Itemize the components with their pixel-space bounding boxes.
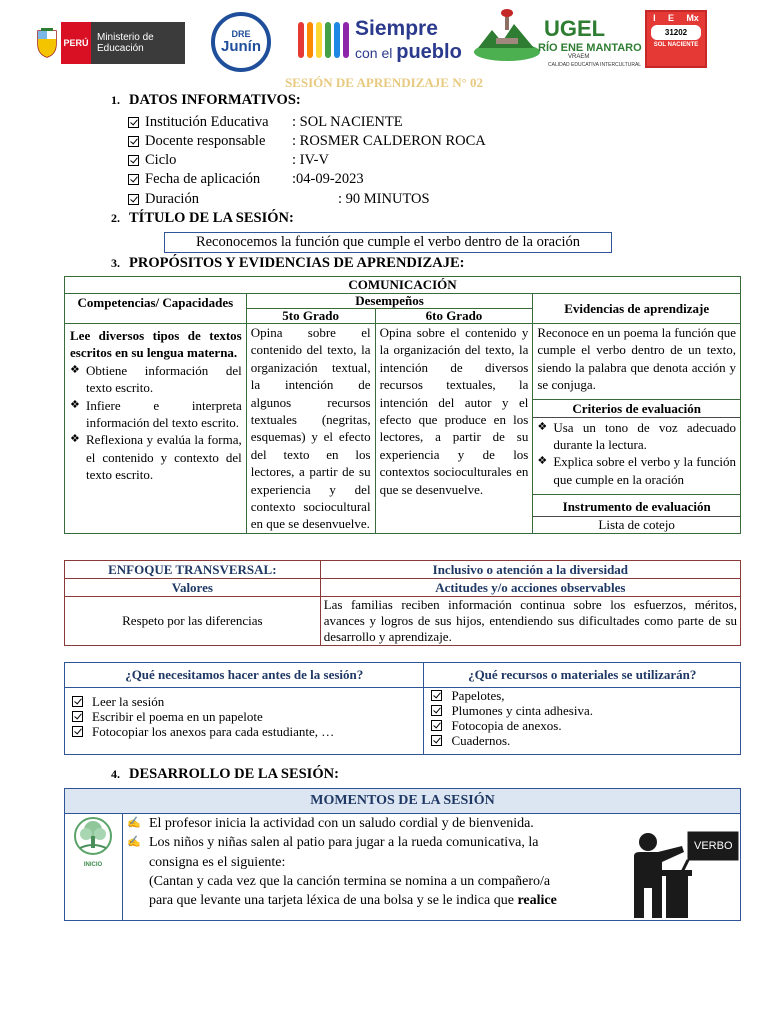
info-label: Ciclo: [145, 152, 177, 168]
enfoque-name: Inclusivo o atención a la diversidad: [320, 561, 740, 579]
valor-cell: Respeto por las diferencias: [65, 597, 321, 646]
info-label: Duración: [145, 191, 199, 207]
enfoque-label: ENFOQUE TRANSVERSAL:: [65, 561, 321, 579]
resources-header: ¿Qué recursos o materiales se utilizarán?: [424, 663, 741, 688]
quill-pen-icon: ✍: [126, 817, 141, 829]
siempre-con-el-pueblo-logo: [298, 16, 468, 64]
teacher-pointing-icon: [626, 828, 739, 918]
section-heading-1: 1. DATOS INFORMATIVOS:: [111, 92, 301, 108]
resources-list: [424, 688, 741, 755]
checked-box-icon: [72, 711, 83, 722]
peru-shield-icon: [33, 22, 61, 64]
school-letter: I: [653, 13, 656, 23]
info-value: : 90 MINUTOS: [338, 191, 430, 207]
info-value: :04-09-2023: [292, 171, 364, 187]
dre-name: Junín: [221, 38, 261, 55]
capacidad-item: ❖ Reflexiona y evalúa la forma, el contenido y contexto del texto escrito.: [70, 432, 242, 483]
area-header: COMUNICACIÓN: [65, 277, 741, 294]
school-logo: [645, 10, 707, 68]
valores-header: Valores: [65, 579, 321, 597]
checked-box-icon: [431, 735, 442, 746]
instrumento-title: Instrumento de evaluación: [533, 498, 740, 517]
desempenos-header: Desempeños: [246, 294, 533, 309]
instrumento-value: Lista de cotejo: [598, 516, 675, 532]
enfoque-table: [64, 560, 741, 646]
inicio-caption: INICIO: [83, 862, 103, 869]
quill-pen-icon: ✍: [126, 836, 141, 849]
checked-box-icon: [128, 136, 139, 147]
color-bars-icon: [298, 22, 349, 58]
school-code: 31202: [651, 25, 701, 40]
instrumento-cell: [533, 495, 741, 534]
ministry-label: Ministerio de Educación: [91, 22, 185, 64]
competencia-text: Lee diversos tipos de textos escritos en su lengua materna.: [70, 328, 242, 361]
list-item: Fotocopia de anexos.: [428, 718, 736, 733]
inicio-tree-icon: [70, 816, 116, 864]
checked-box-icon: [431, 705, 442, 716]
info-value: : IV-V: [292, 152, 329, 168]
info-value: : SOL NACIENTE: [292, 114, 403, 130]
list-item: Plumones y cinta adhesiva.: [428, 703, 736, 718]
list-item: Leer la sesión: [69, 694, 419, 709]
desempeno-5-cell: Opina sobre el contenido del texto, la organización textual, la intención de algunos recursos textuales (negritas, esquemas) y el efecto del texto en los lectores, a partir de su experiencia y del contexto sociocultural en que se desenvuelve.: [246, 324, 375, 534]
info-row: [128, 190, 430, 209]
section-heading-4: 4. DESARROLLO DE LA SESIÓN:: [111, 766, 339, 782]
info-row: [128, 170, 364, 189]
info-row: [128, 113, 403, 132]
ugel-name: UGEL: [544, 16, 606, 41]
actitud-cell: Las familias reciben información continua sobre los esfuerzos, méritos, avances y logros de sus hijos, entendiendo sus dificultades como parte de su desarrollo y aprendizaje.: [320, 597, 740, 646]
section-heading-2: 2. TÍTULO DE LA SESIÓN:: [111, 210, 294, 226]
ugel-city: VRAEM: [568, 54, 590, 60]
inicio-content: [122, 814, 740, 921]
ugel-emblem-icon: [472, 8, 542, 66]
ugel-subtitle: CALIDAD EDUCATIVA INTERCULTURAL: [548, 62, 642, 68]
criterios-cell: [533, 399, 741, 495]
competencias-header: Competencias/ Capacidades: [65, 294, 247, 324]
before-session-list: [65, 688, 424, 755]
evidencias-header: Evidencias de aprendizaje: [533, 294, 741, 324]
purposes-table: [64, 276, 741, 534]
preparation-table: [64, 662, 741, 755]
school-name: SOL NACIENTE: [653, 42, 699, 48]
session-name-box: Reconocemos la función que cumple el verbo dentro de la oración: [164, 232, 612, 253]
checked-box-icon: [128, 155, 139, 166]
moment-item: ✍ Los niños y niñas salen al patio para jugar a la rueda comunicativa, la consigna es el siguiente: (Cantan y cada vez que la canción termina se nomina a un compañero/a para que levante una tarjeta léxica de una bolsa y se le indica que realice: [127, 833, 617, 910]
school-letter: Mx: [686, 13, 699, 23]
list-item: Cuadernos.: [428, 733, 736, 748]
ugel-place: RÍO ENE MANTARO: [538, 42, 642, 54]
evidencia-cell: Reconoce en un poema la función que cumple el verbo dentro de un texto, siendo la palabra que denota acción y se conjuga.: [533, 324, 741, 400]
checked-box-icon: [128, 174, 139, 185]
moment-item: ✍ El profesor inicia la actividad con un saludo cordial y de bienvenida.: [127, 814, 736, 833]
checked-box-icon: [72, 726, 83, 737]
criterios-title: Criterios de evaluación: [533, 400, 740, 418]
inicio-icon-cell: [65, 814, 123, 921]
list-item: Escribir el poema en un papelote: [69, 709, 419, 724]
capacidad-item: ❖ Infiere e interpreta información del texto escrito.: [70, 397, 242, 431]
grade5-header: 5to Grado: [246, 309, 375, 324]
siempre-line1: Siempre: [355, 16, 438, 40]
peru-label: PERÚ: [61, 22, 91, 64]
school-letter: E: [667, 13, 674, 23]
dre-junin-logo: [211, 12, 271, 72]
siempre-line2: con el pueblo: [355, 40, 462, 63]
capacidad-item: ❖ Obtiene información del texto escrito.: [70, 362, 242, 396]
info-label: Docente responsable: [145, 133, 266, 149]
section-heading-3: 3. PROPÓSITOS Y EVIDENCIAS DE APRENDIZAJE:: [111, 255, 465, 271]
ministry-of-education-logo: [33, 22, 185, 64]
info-label: Institución Educativa: [145, 114, 269, 130]
checked-box-icon: [128, 194, 139, 205]
info-row: [128, 151, 329, 170]
competencias-cell: [65, 324, 247, 534]
checked-box-icon: [128, 117, 139, 128]
list-item: Papelotes,: [428, 688, 736, 703]
info-value: : ROSMER CALDERON ROCA: [292, 133, 486, 149]
dre-label: DRE: [231, 29, 251, 39]
info-label: Fecha de aplicación: [145, 171, 261, 187]
desempeno-6-cell: Opina sobre el contenido y la organización del texto, la intención de diversos recursos textuales, la intención del autor y el efecto que produce en los lectores, a partir de su experiencia y de los contextos socioculturales en que se desenvuelve.: [375, 324, 533, 534]
moments-table: [64, 788, 741, 921]
criterio-item: ❖ Explica sobre el verbo y la función que cumple en la oración: [537, 454, 736, 487]
list-item: Fotocopiar los anexos para cada estudiante, …: [69, 724, 419, 739]
checked-box-icon: [72, 696, 83, 707]
board-word: VERBO: [693, 840, 733, 852]
criterio-item: ❖ Usa un tono de voz adecuado durante la lectura.: [537, 419, 736, 452]
ugel-logo: [472, 8, 642, 68]
moments-header: MOMENTOS DE LA SESIÓN: [65, 789, 741, 814]
info-row: [128, 132, 486, 151]
before-session-header: ¿Qué necesitamos hacer antes de la sesión?: [65, 663, 424, 688]
checked-box-icon: [431, 720, 442, 731]
actitudes-header: Actitudes y/o acciones observables: [320, 579, 740, 597]
grade6-header: 6to Grado: [375, 309, 533, 324]
checked-box-icon: [431, 690, 442, 701]
session-title: SESIÓN DE APRENDIZAJE N° 02: [284, 75, 484, 90]
